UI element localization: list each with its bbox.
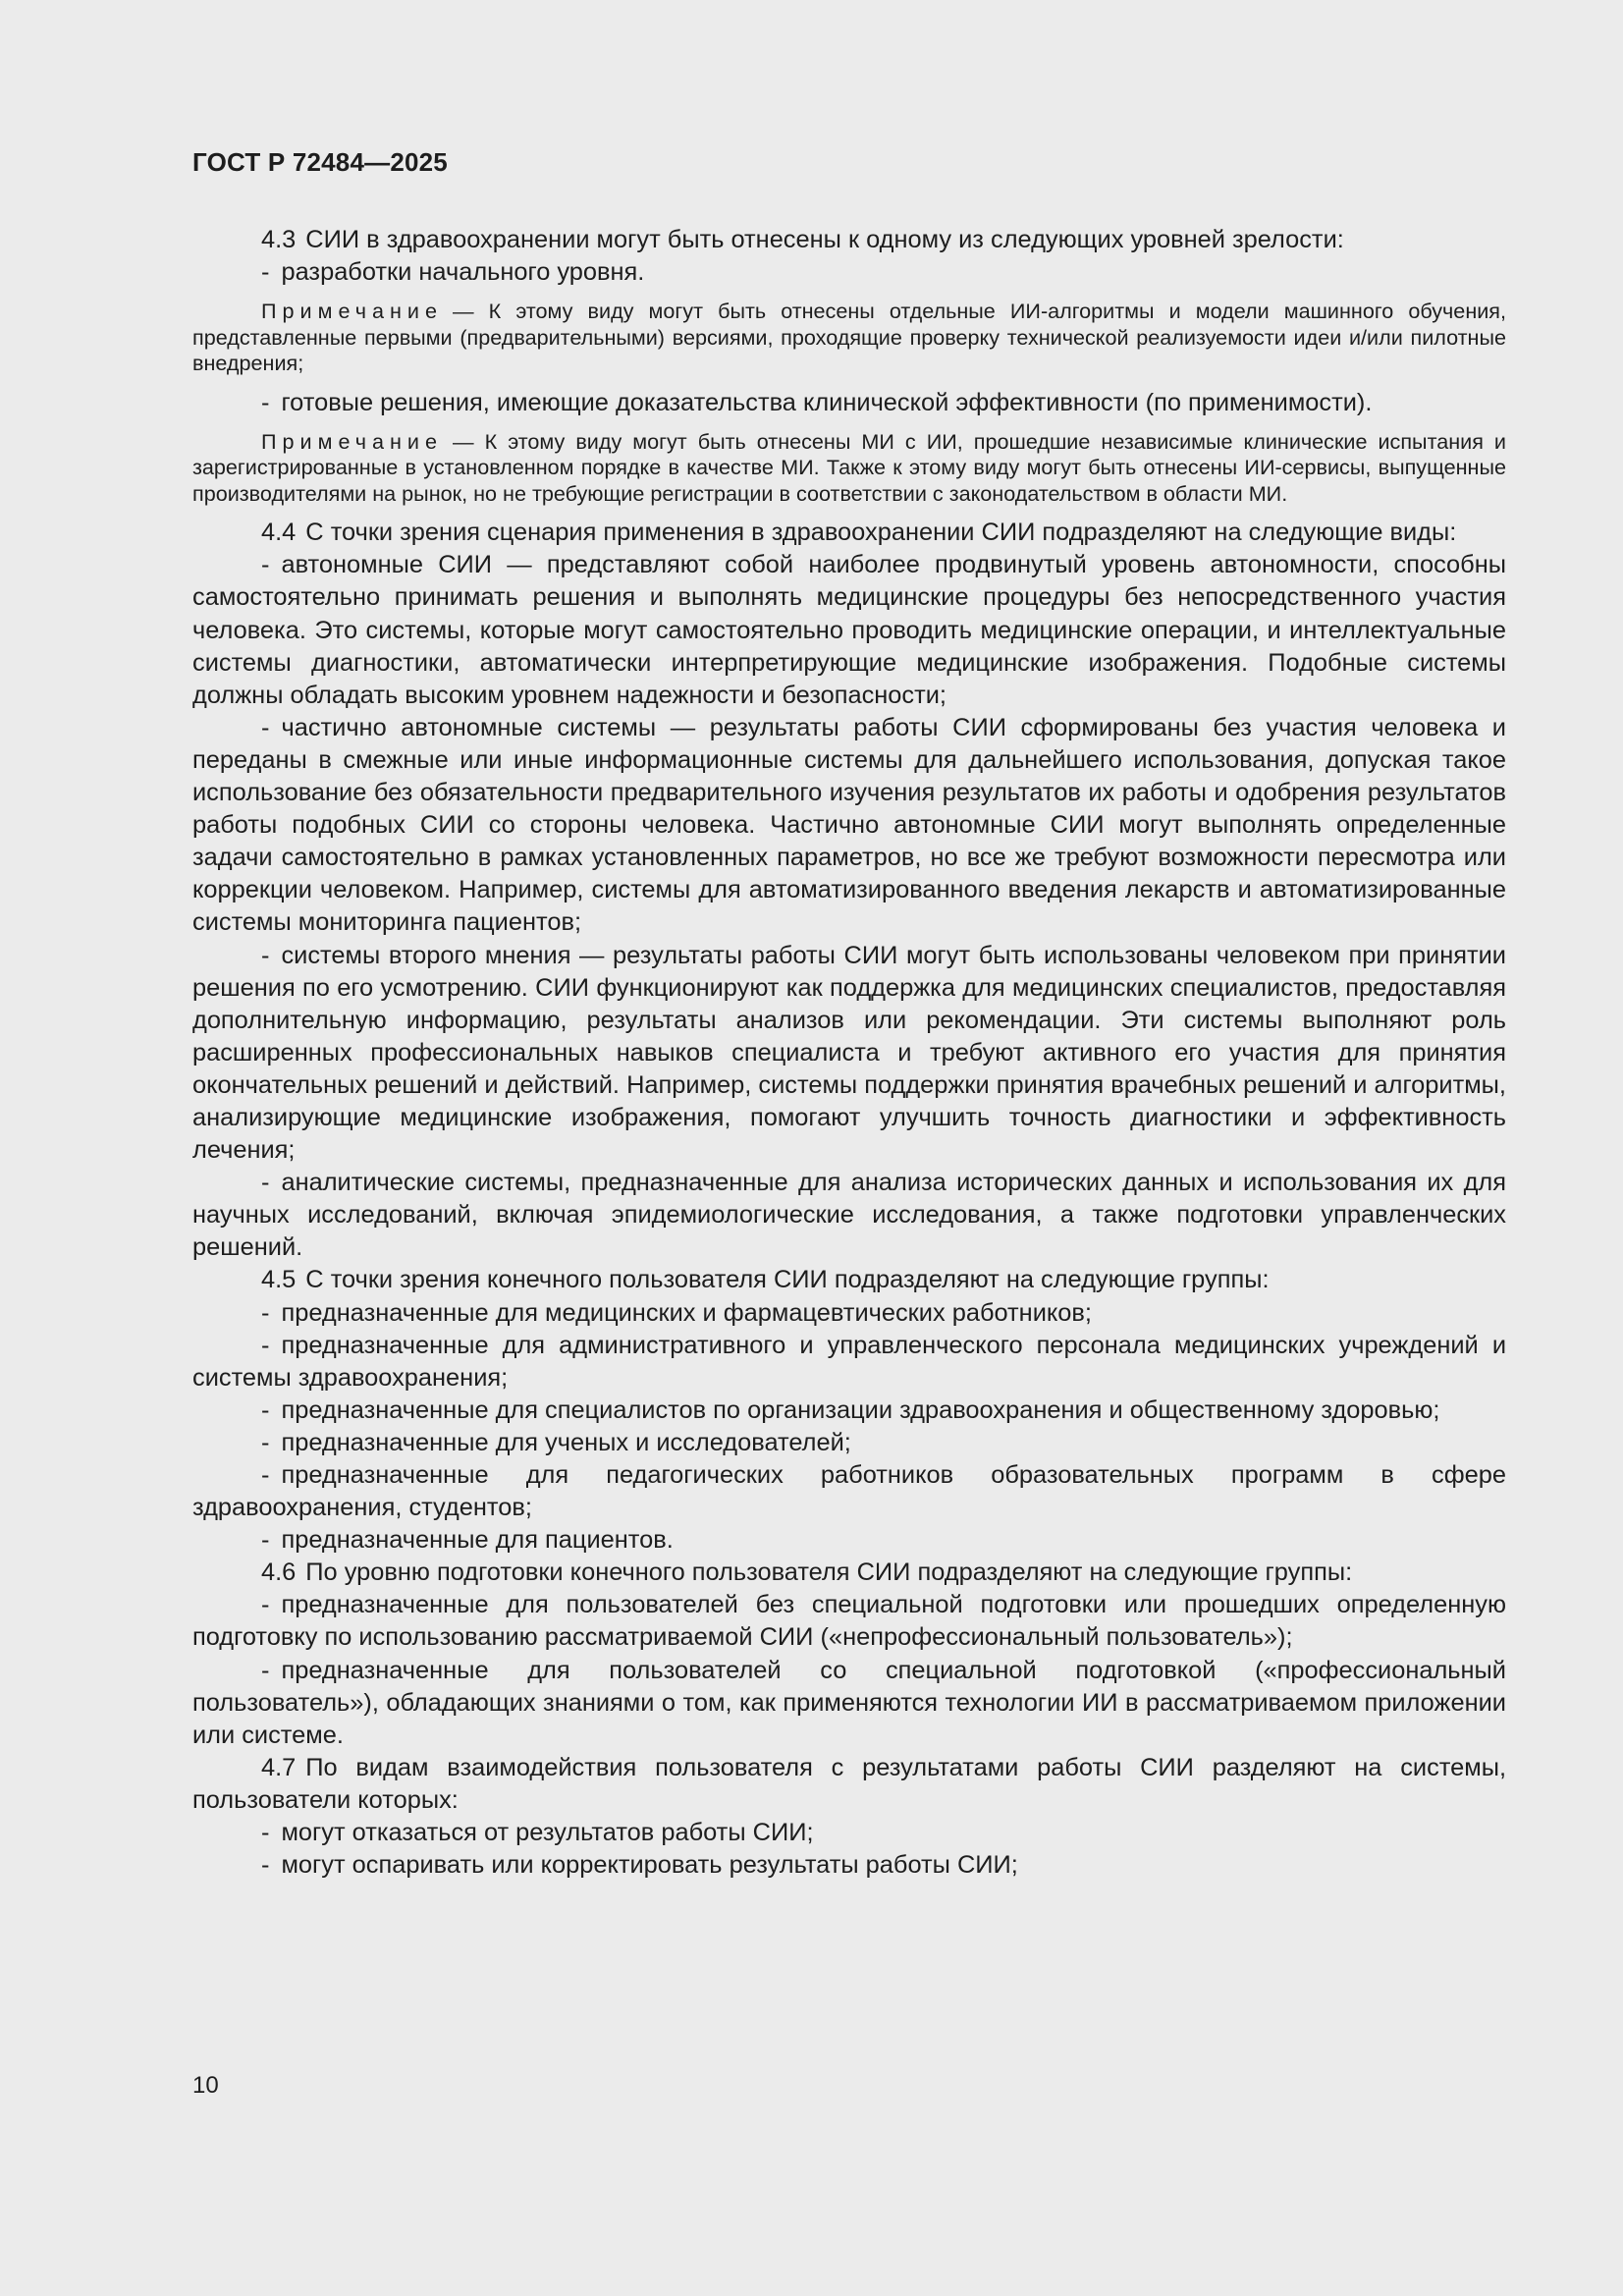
clause-4-6 [192,1557,1506,1589]
list-item-text: аналитические системы, предназначенные для анализа исторических данных и использования их для научных исследований, включая эпидемиологические исследования, а также подготовки управленческих решений. [192,1169,1506,1262]
page-number: 10 [192,2072,219,2099]
list-item-text: предназначенные для административного и управленческого персонала медицинских учреждений и системы здравоохранения; [192,1331,1506,1392]
list-item-text: готовые решения, имеющие доказательства клинической эффективности (по применимости). [281,388,1373,416]
note-text: — К этому виду могут быть отнесены отдельные ИИ-алгоритмы и модели машинного обучения, представленные первыми (предварительными) версиями, проходящие проверку технической реализуемости идеи и/или пилотные внедрения; [192,299,1506,376]
list-item: - предназначенные для ученых и исследователей; [261,1428,851,1456]
note [192,429,1506,508]
clause-text: С точки зрения сценария применения в здравоохранении СИИ подразделяют на следующие виды: [305,519,1457,547]
clause-4-5 [192,1264,1506,1296]
note-label: Примечание [261,299,443,324]
list-item-text: автономные СИИ — представляют собой наиболее продвинутый уровень автономности, способны самостоятельно принимать решения и выполнять медицинские процедуры без непосредственного участия человека. Это системы, которые могут самостоятельно проводить медицинские операции, и интеллектуальные системы диагностики, автоматически интерпретирующие медицинские изображения. Подобные системы должны обладать высоким уровнем надежности и безопасности; [192,551,1506,709]
list-item: - готовые решения, имеющие доказательства клинической эффективности (по применимости). [261,388,1373,416]
clause-4-7 [192,1752,1506,1817]
list-item-text: предназначенные для пользователей без специальной подготовки или прошедших определенную подготовку по использованию рассматриваемой СИИ («непрофессиональный пользователь»); [192,1591,1506,1652]
list-item: - предназначенные для пользователей без специальной подготовки или прошедших определенную подготовку по использованию рассматриваемой СИИ («непрофессиональный пользователь»); [192,1591,1506,1652]
list-item: - предназначенные для педагогических работников образовательных программ в сфере здравоохранения, студентов; [192,1461,1506,1522]
clause-text: СИИ в здравоохранении могут быть отнесены к одному из следующих уровней зрелости: [305,226,1344,253]
clause-4-3 [192,224,1506,256]
list-item: - могут оспаривать или корректировать результаты работы СИИ; [261,1851,1018,1880]
list-item: - разработки начального уровня. [261,258,645,287]
clause-number: 4.6 [261,1558,297,1587]
list-item-text: частично автономные системы — результаты работы СИИ сформированы без участия человека и переданы в смежные или иные информационные системы для дальнейшего использования, допуская такое использование без обязательности предварительного изучения результатов их работы и одобрения результатов работы подобных СИИ со стороны человека. Частично автономные СИИ могут выполнять определенные задачи самостоятельно в рамках установленных параметров, но все же требуют возможности пересмотра или коррекции человеком. Например, системы для автоматизированного введения лекарств и автоматизированные системы мониторинга пациентов; [192,713,1506,937]
list-item: - предназначенные для пациентов. [261,1526,674,1555]
clause-4-4 [192,517,1506,549]
list-item: - предназначенные для специалистов по организации здравоохранения и общественному здоровью; [261,1395,1440,1424]
clause-number: 4.5 [261,1266,297,1294]
list-item: - предназначенные для медицинских и фармацевтических работников; [261,1298,1092,1327]
list-item-text: предназначенные для специалистов по организации здравоохранения и общественному здоровью; [281,1395,1440,1424]
document-header: ГОСТ Р 72484—2025 [192,147,448,177]
list-item: - предназначенные для административного и управленческого персонала медицинских учреждений и системы здравоохранения; [192,1331,1506,1392]
clause-text: С точки зрения конечного пользователя СИИ подразделяют на следующие группы: [305,1266,1270,1294]
list-item-text: системы второго мнения — результаты работы СИИ могут быть использованы человеком при принятии решения по его усмотрению. СИИ функционируют как поддержка для медицинских специалистов, предоставляя дополнительную информацию, результаты анализов или рекомендации. Эти системы выполняют роль расширенных профессиональных навыков специалиста и требуют активного его участия для принятия окончательных решений и действий. Например, системы поддержки принятия врачебных решений и алгоритмы, анализирующие медицинские изображения, помогают улучшить точность диагностики и эффективность лечения; [192,941,1506,1165]
list-item-text: предназначенные для пациентов. [281,1526,674,1555]
note-label: Примечание [261,428,443,454]
list-item-text: могут отказаться от результатов работы СИИ; [281,1819,814,1847]
list-item: - аналитические системы, предназначенные для анализа исторических данных и использования их для научных исследований, включая эпидемиологические исследования, а также подготовки управленческих решений. [192,1169,1506,1262]
clause-number: 4.4 [261,519,297,547]
note [192,299,1506,377]
list-item-text: разработки начального уровня. [281,258,645,287]
list-item-text: предназначенные для пользователей со специальной подготовкой («профессиональный пользователь»), обладающих знаниями о том, как применяются технологии ИИ в рассматриваемом приложении или системе. [192,1656,1506,1749]
list-item: - могут отказаться от результатов работы СИИ; [261,1819,814,1847]
list-item-text: предназначенные для педагогических работников образовательных программ в сфере здравоохранения, студентов; [192,1461,1506,1522]
list-item-text: предназначенные для медицинских и фармацевтических работников; [281,1298,1092,1327]
clause-number: 4.7 [261,1753,297,1781]
clause-text: По уровню подготовки конечного пользователя СИИ подразделяют на следующие группы: [305,1558,1353,1587]
list-item: - автономные СИИ — представляют собой наиболее продвинутый уровень автономности, способны самостоятельно принимать решения и выполнять медицинские процедуры без непосредственного участия человека. Это системы, которые могут самостоятельно проводить медицинские операции, и интеллектуальные системы диагностики, автоматически интерпретирующие медицинские изображения. Подобные системы должны обладать высоким уровнем надежности и безопасности; [192,551,1506,709]
note-text: — К этому виду могут быть отнесены МИ с ИИ, прошедшие независимые клинические испытания и зарегистрированные в установленном порядке в качестве МИ. Также к этому виду могут быть отнесены ИИ-сервисы, выпущенные производителями на рынок, но не требующие регистрации в соответствии с законодательством в области МИ. [192,428,1506,506]
list-item-text: могут оспаривать или корректировать результаты работы СИИ; [281,1851,1018,1880]
clause-text: По видам взаимодействия пользователя с результатами работы СИИ разделяют на системы, пользователи которых: [192,1753,1506,1814]
list-item: - частично автономные системы — результаты работы СИИ сформированы без участия человека и переданы в смежные или иные информационные системы для дальнейшего использования, допуская такое использование без обязательности предварительного изучения результатов их работы и одобрения результатов работы подобных СИИ со стороны человека. Частично автономные СИИ могут выполнять определенные задачи самостоятельно в рамках установленных параметров, но все же требуют возможности пересмотра или коррекции человеком. Например, системы для автоматизированного введения лекарств и автоматизированные системы мониторинга пациентов; [192,713,1506,937]
list-item: - предназначенные для пользователей со специальной подготовкой («профессиональный пользователь»), обладающих знаниями о том, как применяются технологии ИИ в рассматриваемом приложении или системе. [192,1656,1506,1749]
clause-number: 4.3 [261,226,297,253]
document-body [192,224,1506,1882]
list-item-text: предназначенные для ученых и исследователей; [281,1428,851,1456]
list-item: - системы второго мнения — результаты работы СИИ могут быть использованы человеком при принятии решения по его усмотрению. СИИ функционируют как поддержка для медицинских специалистов, предоставляя дополнительную информацию, результаты анализов или рекомендации. Эти системы выполняют роль расширенных профессиональных навыков специалиста и требуют активного его участия для принятия окончательных решений и действий. Например, системы поддержки принятия врачебных решений и алгоритмы, анализирующие медицинские изображения, помогают улучшить точность диагностики и эффективность лечения; [192,941,1506,1165]
